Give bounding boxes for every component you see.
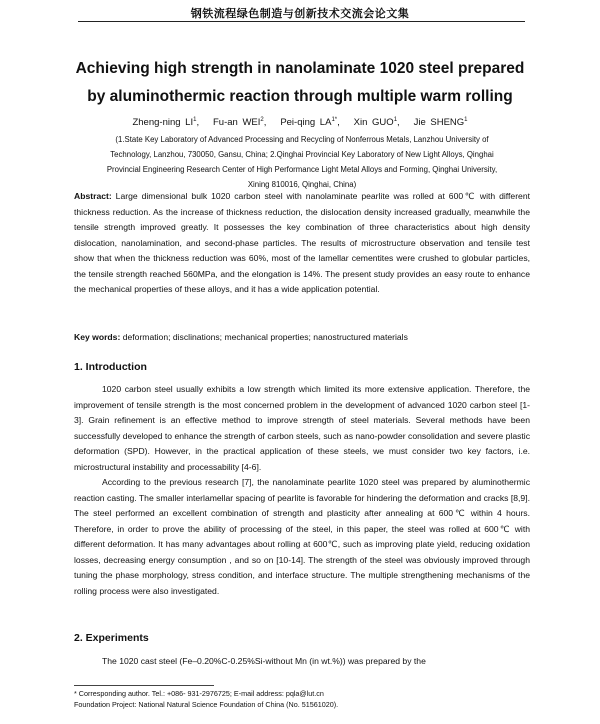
keywords-label: Key words: bbox=[74, 332, 121, 342]
author-1: Zheng-ning $LI^1$ bbox=[132, 116, 197, 128]
section-heading-experiments: 2. Experiments bbox=[74, 632, 149, 644]
experiments-body bbox=[74, 654, 530, 670]
paragraph: 1020 carbon steel usually exhibits a low strength which limited its more extensive application. Therefore, the improvement of tensile strength is the most concerned problem in the development of advanced 1020 carbon steel [1-3]. Grain refinement is an effective method to improve strength of steel materials. Several methods have been successfully developed to enhance the strength of carbon steels, such as nano-powder consolidation and severe plastic deformation (SPD). However, in the practical application of these steels, we must consider two key factors, i.e. microstructural instability and processability [4-6]. bbox=[74, 384, 530, 472]
paragraph: According to the previous research [7], the nanolaminate pearlite 1020 steel was prepared by aluminothermic reaction casting. The smaller interlamellar spacing of pearlite is favorable for hindering the deformation and cracks [8,9]. The steel performed an excellent combination of strength and plasticity after annealing at 600℃ within 4 hours. Therefore, in order to prove the ability of processing of the steel, in this paper, the steel was rolled at 600℃ with different deformation. It has many advantages about rolling at 600℃, such as improving plate yield, reducing oxidation losses, decreasing energy consumption , and so on [10-14]. The strength of the steel was obviously improved through tuning the phase morphology, stress condition, and interface structure. The multiple strengthening mechanisms of the rolling process were also investigated. bbox=[74, 477, 530, 596]
header-rule bbox=[78, 21, 525, 22]
author-list: Zheng-ning $LI^1$, Fu-an WEI$^2$, Pei-qing $LA^{1*}$, Xin GUO$^1$, Jie SHENG$^1$ bbox=[132, 116, 468, 128]
footnote bbox=[74, 688, 530, 710]
author-4: Xin GUO$^1$ bbox=[353, 116, 398, 128]
footnote-rule bbox=[74, 685, 214, 686]
affiliation-line: (1.State Key Laboratory of Advanced Processing and Recycling of Nonferrous Metals, Lanzhou University of bbox=[115, 135, 489, 144]
footnote-foundation: Foundation Project: National Natural Science Foundation of China (No. 51561020). bbox=[74, 700, 339, 709]
title-line-1: Achieving high strength in nanolaminate 1020 steel prepared bbox=[75, 60, 525, 77]
affiliation-line: Technology, Lanzhou, 730050, Gansu, China; 2.Qinghai Provincial Key Laboratory of New Light Alloys, Qinghai bbox=[110, 150, 494, 159]
abstract-label: Abstract: bbox=[74, 191, 112, 201]
abstract-text: Large dimensional bulk 1020 carbon steel with nanolaminate pearlite was rolled at 600℃ with different thickness reduction. As the increase of thickness reduction, the dislocation density increased gradually, meanwhile the tensile strength improved greatly. It possesses the key combination of three characteristics about high density dislocation, nanolamination, and second-phase particles. The results of microstructure observation and tensile test show that when the thickness reduction was 60%, most of the lamellar cementites were crushed to globular particles, the tensile strength reached 560MPa, and the elongation is 14%. The present study provides an easy route to enhance the mechanical properties of these alloys, and it has a wide application potential. bbox=[74, 191, 530, 294]
keywords bbox=[74, 330, 530, 346]
footnote-corresponding: * Corresponding author. Tel.: +086- 931-2976725; E-mail address: pqla@lut.cn bbox=[74, 689, 324, 698]
section-heading-introduction: 1. Introduction bbox=[74, 361, 147, 373]
author-3: Pei-qing $LA^{1*}$ bbox=[280, 116, 338, 128]
affiliations bbox=[74, 132, 530, 192]
paragraph: The 1020 cast steel (Fe–0.20%C-0.25%Si-without Mn (in wt.%)) was prepared by the bbox=[102, 656, 426, 666]
affiliation-line: Xining 810016, Qinghai, China) bbox=[247, 180, 357, 189]
abstract bbox=[74, 189, 530, 298]
introduction-body bbox=[74, 382, 530, 599]
affiliation-line: Provincial Engineering Research Center of High Performance Light Metal Alloys and Forming, Qinghai University, bbox=[106, 165, 498, 174]
keywords-text: deformation; disclinations; mechanical properties; nanostructured materials bbox=[120, 332, 408, 342]
author-5: Jie SHENG$^1$ bbox=[413, 116, 468, 128]
title-line-2: by aluminothermic reaction through multiple warm rolling bbox=[87, 88, 513, 105]
author-2: Fu-an WEI$^2$ bbox=[213, 116, 264, 128]
proceedings-header: 钢铁流程绿色制造与创新技术交流会论文集 bbox=[190, 7, 410, 20]
